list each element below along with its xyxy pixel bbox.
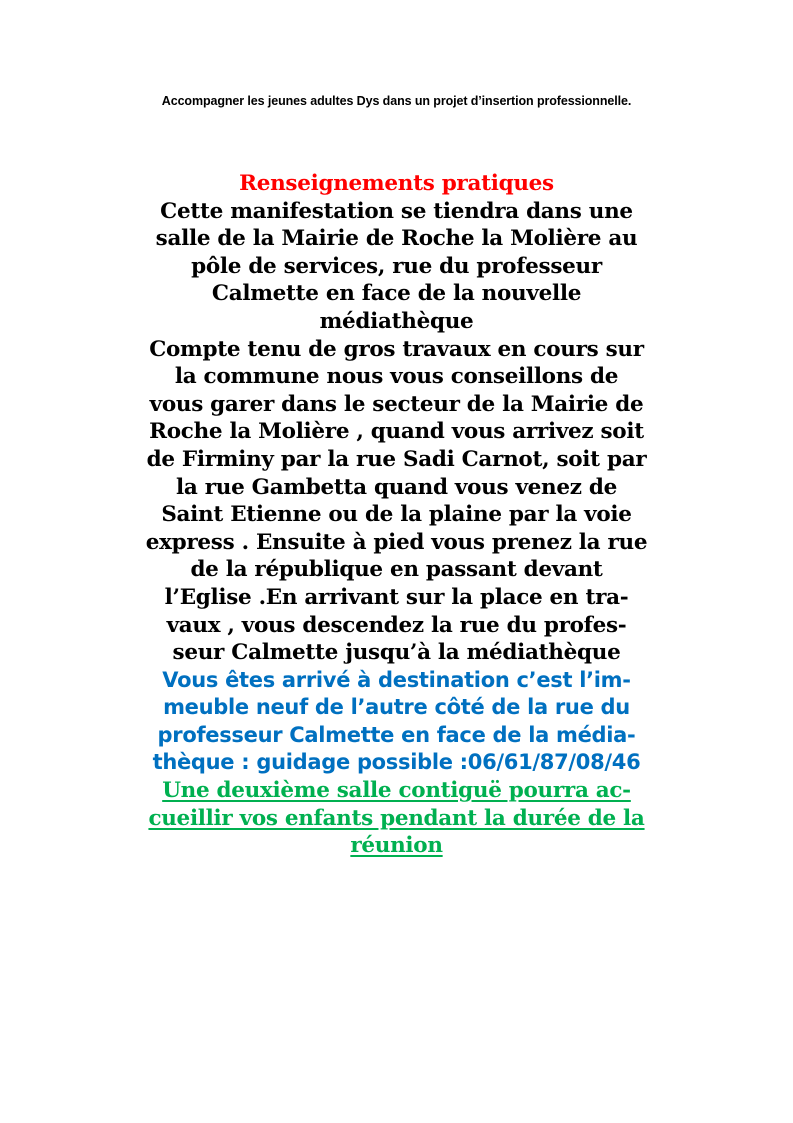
page-header: Accompagner les jeunes adultes Dys dans un projet d’insertion professionnelle.: [161, 94, 632, 108]
directions-line: de Firminy par la rue Sadi Carnot, soit par: [146, 446, 647, 472]
arrival-line: Vous êtes arrivé à destination c’est l’im-: [162, 667, 631, 692]
children-line: Une deuxième salle contiguë pourra ac-: [162, 778, 631, 804]
location-line: pôle de services, rue du professeur: [191, 253, 602, 279]
section-title: [80, 170, 713, 198]
directions-line: la rue Gambetta quand vous venez de: [176, 474, 617, 500]
location-line: médiathèque: [319, 308, 474, 334]
location-line: Calmette en face de la nouvelle: [211, 281, 582, 307]
title-line: Renseignements pratiques: [239, 171, 554, 196]
directions-line: Saint Etienne ou de la plaine par la voie: [161, 502, 632, 528]
children-paragraph: [80, 777, 713, 860]
children-line: cueillir vos enfants pendant la durée de la: [148, 805, 645, 831]
directions-line: Roche la Molière , quand vous arrivez soit: [149, 419, 644, 445]
arrival-line: meuble neuf de l’autre côté de la rue du: [163, 695, 630, 720]
location-line: Cette manifestation se tiendra dans une: [160, 198, 633, 224]
directions-line: vous garer dans le secteur de la Mairie de: [149, 391, 644, 417]
location-paragraph: [80, 198, 713, 336]
directions-line: vaux , vous descendez la rue du profes-: [166, 612, 627, 638]
directions-line: la commune nous vous conseillons de: [174, 364, 619, 390]
directions-line: Compte tenu de gros travaux en cours sur: [149, 336, 644, 362]
directions-line: express . Ensuite à pied vous prenez la rue: [145, 529, 648, 555]
location-line: salle de la Mairie de Roche la Molière au: [155, 226, 638, 252]
directions-line: l’Eglise .En arrivant sur la place en tra-: [164, 584, 629, 610]
directions-paragraph: [80, 336, 713, 667]
arrival-line: thèque : guidage possible :06/61/87/08/46: [152, 750, 641, 775]
practical-info-body: [80, 170, 713, 860]
children-line: réunion: [350, 833, 443, 859]
arrival-paragraph: [80, 667, 713, 777]
directions-line: seur Calmette jusqu’à la médiathèque: [172, 640, 621, 666]
directions-line: de la république en passant devant: [190, 557, 603, 583]
arrival-line: professeur Calmette en face de la média-: [157, 722, 636, 747]
